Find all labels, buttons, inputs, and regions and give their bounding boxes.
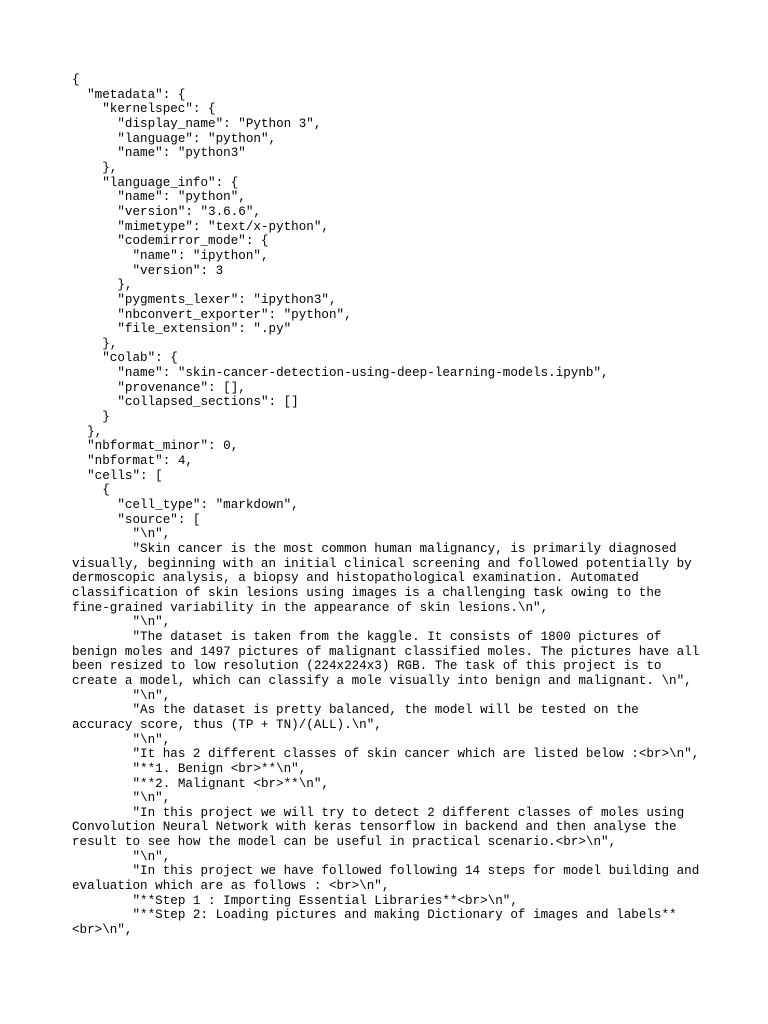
json-line: "name": "ipython", <box>72 248 269 263</box>
json-line: "As the dataset is pretty balanced, the model will be tested on the accuracy score, thus (TP + TN)/(ALL).\n", <box>72 703 647 732</box>
json-line: { <box>72 483 110 498</box>
json-line: "codemirror_mode": { <box>72 234 269 249</box>
json-line: "It has 2 different classes of skin cancer which are listed below :<br>\n", <box>72 747 700 762</box>
json-line: "language": "python", <box>72 131 277 146</box>
json-line: "\n", <box>72 849 171 864</box>
json-line: "\n", <box>72 791 171 806</box>
json-line: "name": "python3" <box>72 146 246 161</box>
notebook-json-page <box>72 73 707 938</box>
json-line: "\n", <box>72 615 171 630</box>
json-line: "The dataset is taken from the kaggle. It consists of 1800 pictures of benign moles and 1497 pictures of malignant classified moles. The pictures have all been resized to low resolution (224x224x3) RGB. The task of this project is to create a model, which can classify a mole visually into benign and malignant. \n", <box>72 629 707 688</box>
json-line: "pygments_lexer": "ipython3", <box>72 292 337 307</box>
json-line: "nbconvert_exporter": "python", <box>72 307 352 322</box>
json-line: "language_info": { <box>72 175 239 190</box>
json-line: "**Step 2: Loading pictures and making Dictionary of images and labels** <br>\n", <box>72 908 685 938</box>
json-line: "cell_type": "markdown", <box>72 498 299 513</box>
json-line: "file_extension": ".py" <box>72 322 292 337</box>
json-line: "cells": [ <box>72 468 163 483</box>
json-line: "nbformat": 4, <box>72 454 193 469</box>
json-line: { <box>72 73 80 87</box>
json-line: "Skin cancer is the most common human malignancy, is primarily diagnosed visually, beginning with an initial clinical screening and followed potentially by dermoscopic analysis, a biopsy and histopathological examination. Automated classification of skin lesions using images is a challenging task owing to the fine-grained variability in the appearance of skin lesions.\n", <box>72 542 700 615</box>
json-line: }, <box>72 424 103 439</box>
json-line: "In this project we will try to detect 2 different classes of moles using Convolution Neural Network with keras tensorflow in backend and then analyse the result to see how the model can be useful in practical scenario.<br>\n", <box>72 805 692 850</box>
json-line: }, <box>72 278 133 293</box>
json-line: "name": "python", <box>72 190 246 205</box>
json-line: "mimetype": "text/x-python", <box>72 219 329 234</box>
notebook-json-text <box>72 73 707 938</box>
json-line: "colab": { <box>72 351 178 366</box>
json-line: "version": 3 <box>72 263 224 278</box>
json-line: } <box>72 410 110 425</box>
json-line: }, <box>72 160 118 175</box>
json-line: "provenance": [], <box>72 380 246 395</box>
json-line: "\n", <box>72 732 171 747</box>
json-line: "collapsed_sections": [] <box>72 395 299 410</box>
json-line: "**Step 1 : Importing Essential Libraries**<br>\n", <box>72 893 518 908</box>
json-line: "\n", <box>72 688 171 703</box>
json-line: "nbformat_minor": 0, <box>72 439 239 454</box>
json-line: "kernelspec": { <box>72 102 216 117</box>
json-line: "**2. Malignant <br>**\n", <box>72 776 329 791</box>
json-line: "In this project we have followed following 14 steps for model building and evaluation which are as follows : <br>\n", <box>72 864 707 894</box>
json-line: "version": "3.6.6", <box>72 204 261 219</box>
json-line: "\n", <box>72 527 171 542</box>
json-line: "name": "skin-cancer-detection-using-deep-learning-models.ipynb", <box>72 366 609 381</box>
json-line: "display_name": "Python 3", <box>72 116 322 131</box>
json-line: "metadata": { <box>72 87 186 102</box>
json-line: "**1. Benign <br>**\n", <box>72 761 307 776</box>
json-line: "source": [ <box>72 512 201 527</box>
json-line: }, <box>72 336 118 351</box>
